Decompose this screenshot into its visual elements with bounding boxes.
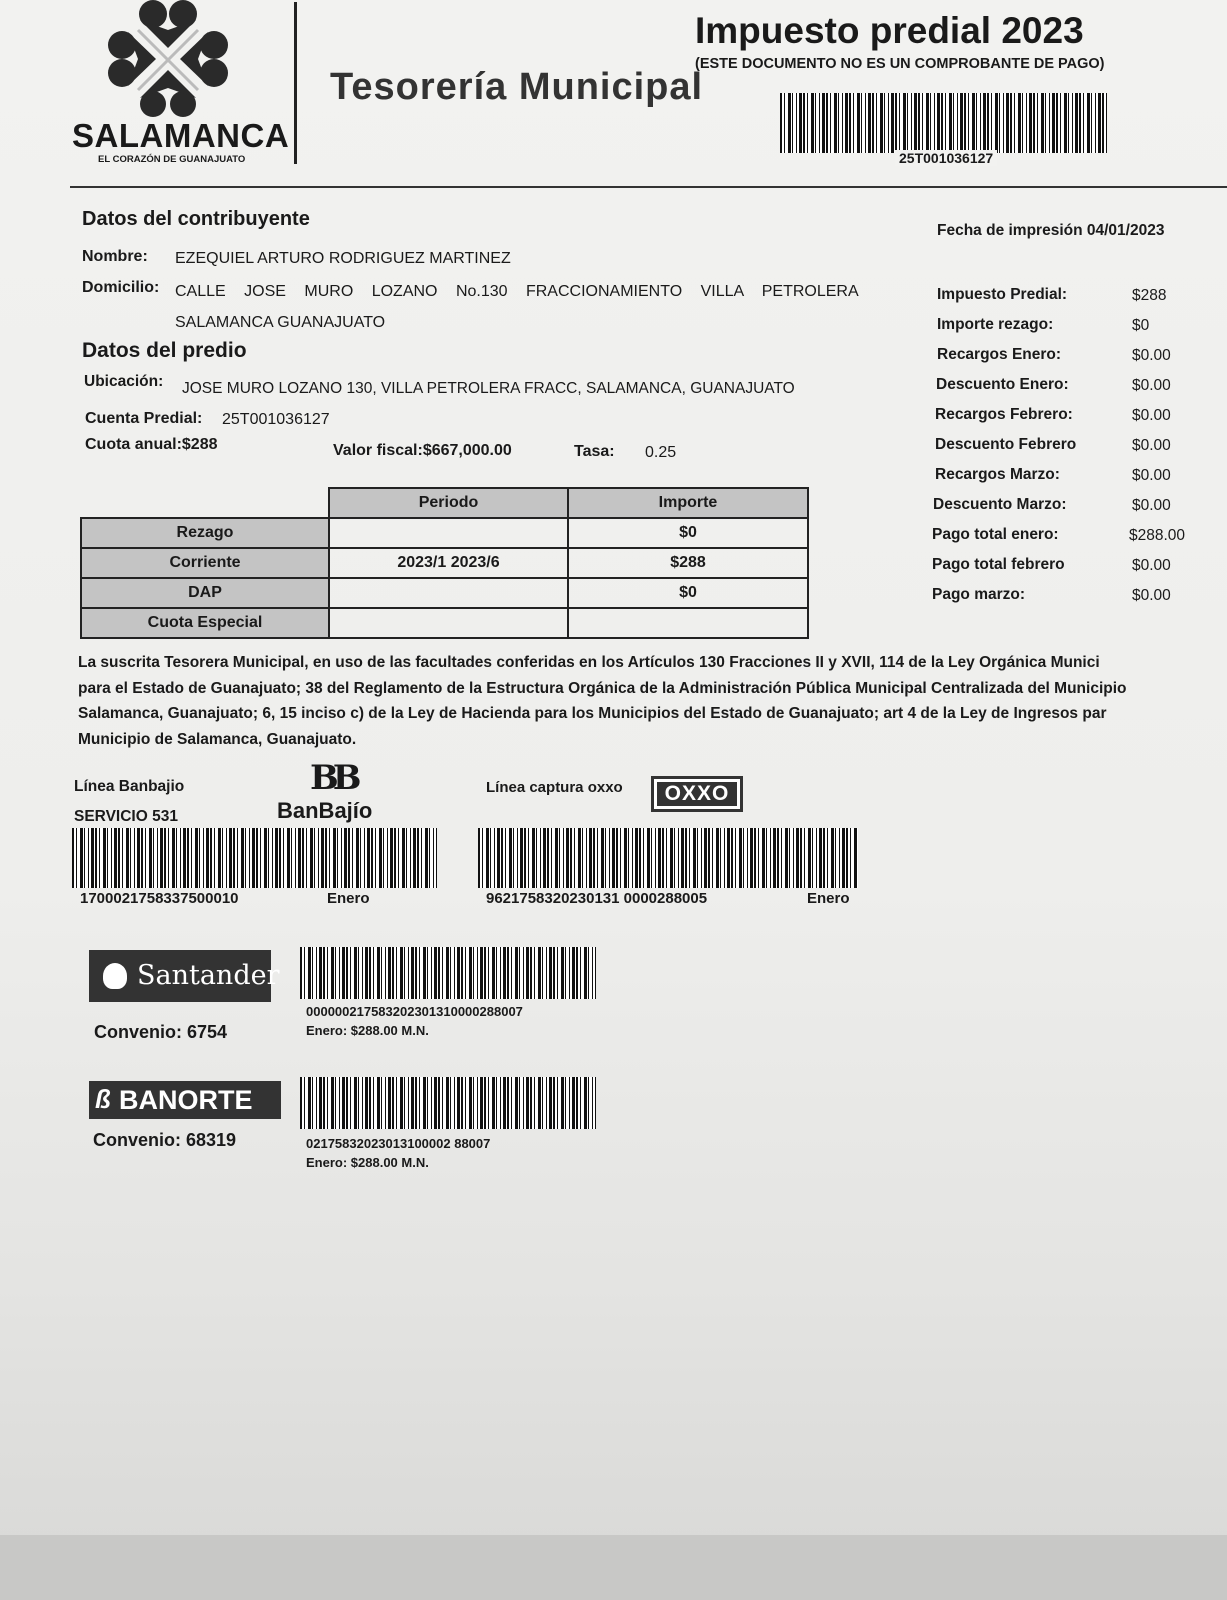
banbajio-label: Línea Banbajio [74, 778, 185, 795]
summary-label: Recargos Enero: [937, 346, 1062, 363]
account-barcode [780, 93, 1107, 153]
column-header-period: Periodo [329, 488, 568, 518]
account-label: Cuenta Predial: [85, 410, 203, 427]
table-row [81, 608, 808, 638]
summary-label: Pago marzo: [932, 586, 1026, 603]
summary-value: $288 [1132, 287, 1167, 304]
santander-code: 000000217583202301310000288007 [306, 1004, 523, 1019]
brand-tagline: EL CORAZÓN DE GUANAJUATO [98, 154, 246, 165]
oxxo-code: 9621758320230131 0000288005 [486, 890, 708, 907]
oxxo-logo-text: OXXO [657, 782, 737, 806]
summary-label: Importe rezago: [937, 316, 1054, 333]
summary-label: Recargos Febrero: [935, 406, 1073, 423]
banorte-barcode [300, 1077, 596, 1129]
row-concept: Rezago [81, 518, 329, 548]
summary-label: Impuesto Predial: [937, 286, 1068, 303]
summary-value: $0.00 [1132, 437, 1171, 454]
column-header-amount: Importe [568, 488, 808, 518]
print-date: Fecha de impresión 04/01/2023 [937, 222, 1165, 239]
santander-convenio: Convenio: 6754 [94, 1022, 228, 1042]
row-period [329, 578, 568, 608]
summary-value: $0.00 [1132, 497, 1171, 514]
banorte-logo-icon: ß [95, 1084, 111, 1114]
salamanca-logo [108, 0, 228, 118]
row-amount: $288 [568, 548, 808, 578]
address-line-2: SALAMANCA GUANAJUATO [175, 314, 386, 331]
banbajio-code: 1700021758337500010 [80, 890, 239, 907]
row-period [329, 608, 568, 638]
account-barcode-number: 25T001036127 [895, 150, 997, 166]
banorte-convenio: Convenio: 68319 [93, 1130, 237, 1150]
annual-fee: Cuota anual:$288 [85, 436, 218, 453]
summary-value: $0.00 [1132, 587, 1171, 604]
summary-label: Pago total febrero [932, 556, 1065, 573]
summary-value: $0 [1132, 317, 1150, 334]
row-amount: $0 [568, 518, 808, 548]
oxxo-month: Enero [807, 890, 850, 907]
summary-label: Pago total enero: [932, 526, 1059, 543]
santander-amount: Enero: $288.00 M.N. [306, 1023, 429, 1038]
location-label: Ubicación: [84, 373, 164, 390]
table-row [81, 548, 808, 578]
table-row [81, 518, 808, 548]
document-note: (ESTE DOCUMENTO NO ES UN COMPROBANTE DE PAGO) [695, 56, 1105, 72]
banbajio-barcode [72, 828, 437, 888]
legal-line: Salamanca, Guanajuato; 6, 15 inciso c) de la Ley de Hacienda para los Municipios del Estado de Guanajuato; art 4 de la Ley de Ingresos par [78, 705, 1107, 722]
address-label: Domicilio: [82, 279, 160, 296]
summary-value: $0.00 [1132, 377, 1171, 394]
banorte-logo [89, 1081, 281, 1119]
summary-label: Descuento Enero: [936, 376, 1069, 393]
rate-label: Tasa: [574, 443, 615, 460]
row-period: 2023/1 2023/6 [329, 548, 568, 578]
santander-logo [89, 950, 280, 1002]
header-rule [70, 186, 1227, 188]
fiscal-value: Valor fiscal:$667,000.00 [333, 442, 512, 459]
property-section-title: Datos del predio [82, 339, 247, 362]
account-value: 25T001036127 [222, 411, 330, 428]
legal-line: Municipio de Salamanca, Guanajuato. [78, 730, 357, 748]
row-amount: $0 [568, 578, 808, 608]
santander-logo-text: Santander [137, 960, 280, 991]
brand-name: SALAMANCA [72, 117, 290, 154]
oxxo-barcode [478, 828, 858, 888]
oxxo-logo [651, 776, 743, 812]
banbajio-logo-icon: BB [310, 758, 356, 798]
header-divider [294, 2, 297, 164]
taxpayer-section-title: Datos del contribuyente [82, 208, 310, 230]
banbajio-month: Enero [327, 890, 370, 907]
banorte-logo-text: BANORTE [119, 1085, 253, 1115]
summary-label: Descuento Febrero [935, 436, 1077, 453]
summary-value: $288.00 [1129, 527, 1186, 544]
location-value: JOSE MURO LOZANO 130, VILLA PETROLERA FRACC, SALAMANCA, GUANAJUATO [182, 380, 795, 397]
legal-line: para el Estado de Guanajuato; 38 del Reglamento de la Estructura Orgánica de la Administración Pública Municipal Centralizada del Municipio [78, 679, 1127, 697]
department-title: Tesorería Municipal [330, 66, 704, 108]
table-row [81, 578, 808, 608]
banorte-code: 02175832023013100002 88007 [306, 1136, 491, 1151]
banbajio-service: SERVICIO 531 [74, 808, 178, 825]
name-label: Nombre: [82, 248, 148, 265]
page-bottom-band [0, 1535, 1227, 1600]
summary-value: $0.00 [1132, 467, 1171, 484]
table-header-row [81, 488, 808, 518]
row-period [329, 518, 568, 548]
row-concept: Corriente [81, 548, 329, 578]
oxxo-label: Línea captura oxxo [486, 779, 623, 796]
row-concept: Cuota Especial [81, 608, 329, 638]
summary-value: $0.00 [1132, 407, 1171, 424]
summary-label: Descuento Marzo: [933, 496, 1067, 513]
address-line-1: CALLE JOSE MURO LOZANO No.130 FRACCIONAMIENTO VILLA PETROLERA [175, 283, 859, 300]
row-concept: DAP [81, 578, 329, 608]
summary-value: $0.00 [1132, 557, 1171, 574]
summary-label: Recargos Marzo: [935, 466, 1060, 483]
salamanca-emblem-icon [108, 0, 228, 118]
summary-value: $0.00 [1132, 347, 1171, 364]
santander-barcode [300, 947, 596, 999]
row-amount [568, 608, 808, 638]
banorte-amount: Enero: $288.00 M.N. [306, 1155, 429, 1170]
legal-text [78, 650, 1227, 752]
name-value: EZEQUIEL ARTURO RODRIGUEZ MARTINEZ [175, 250, 511, 267]
periods-table [80, 487, 809, 639]
banbajio-logo-text: BanBajío [277, 798, 373, 823]
flame-icon [103, 963, 127, 989]
rate-value: 0.25 [645, 444, 677, 461]
legal-line: La suscrita Tesorera Municipal, en uso de las facultades conferidas en los Artículos 130 Fracciones II y XVII, 114 de la Ley Orgánica Munici [78, 654, 1100, 671]
document-title: Impuesto predial 2023 [695, 10, 1084, 51]
